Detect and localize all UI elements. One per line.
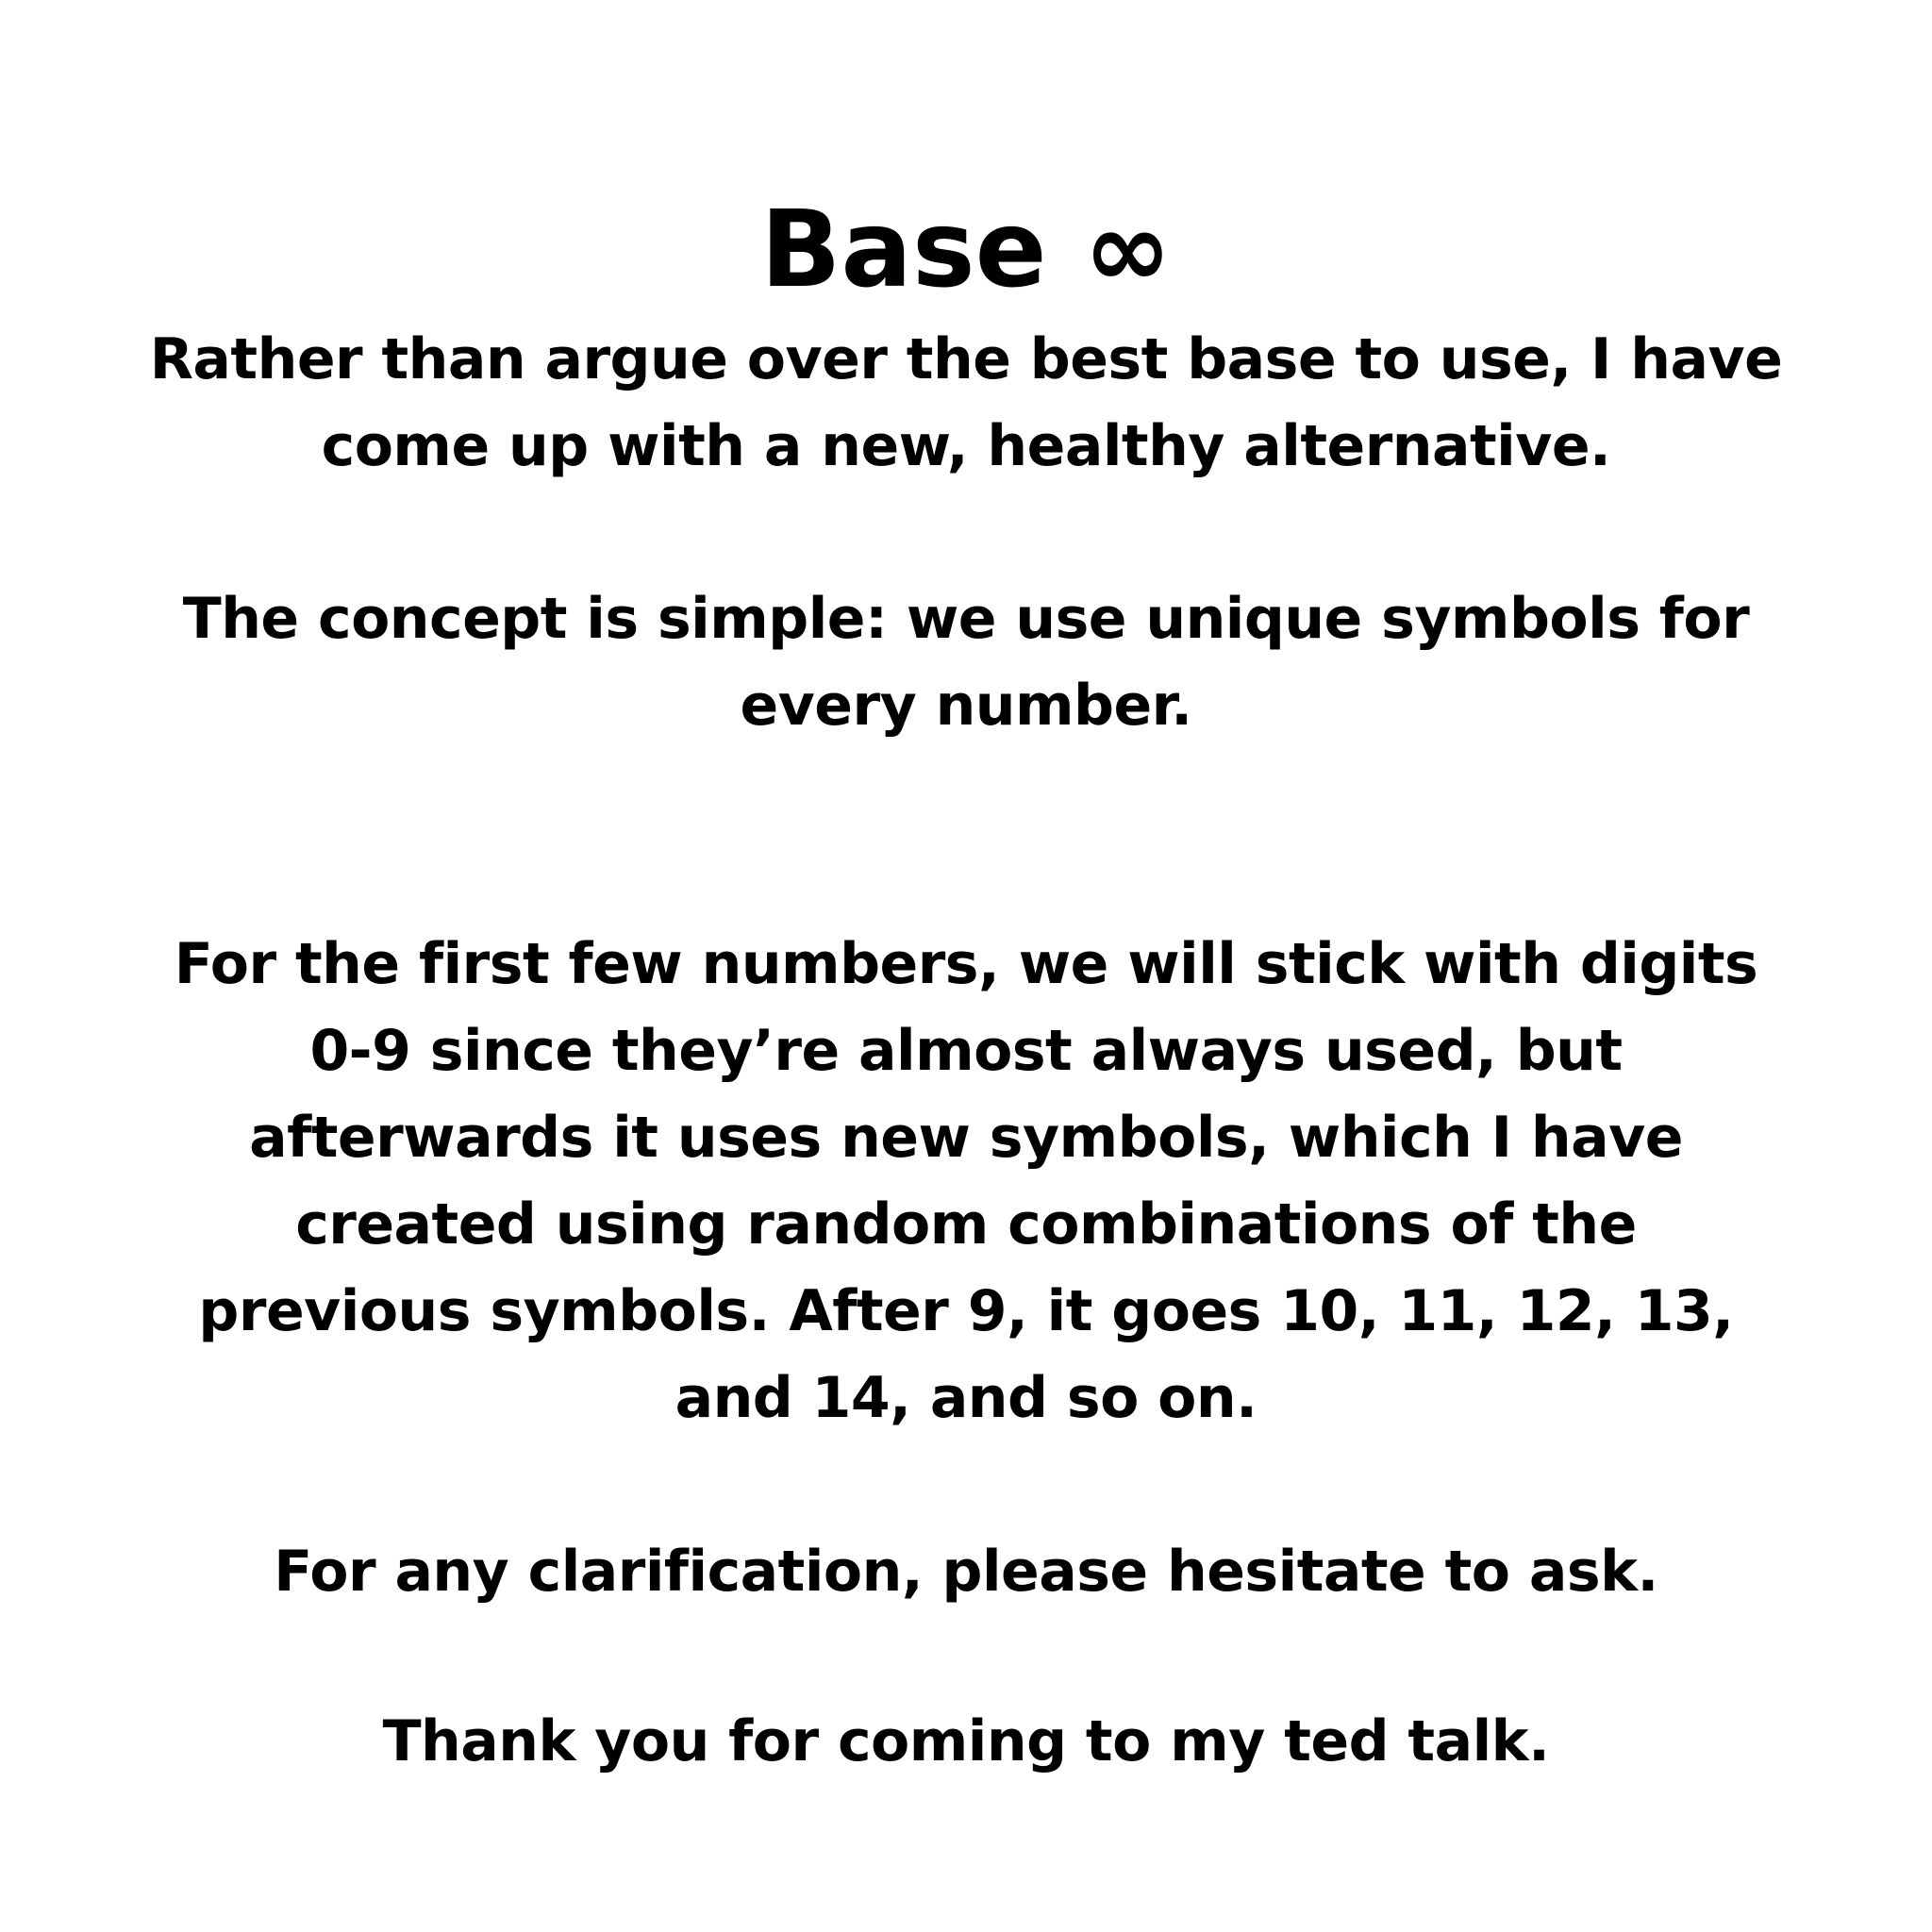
paragraph-line: and 14, and so on. [675,1365,1257,1431]
paragraph-line: For any clarification, please hesitate to ask. [274,1539,1658,1605]
paragraph-line: afterwards it uses new symbols, which I have [249,1105,1683,1171]
paragraph-line: every number. [740,673,1192,739]
paragraph-line: For the first few numbers, we will stick with digits [174,931,1758,997]
paragraph-closing [0,1698,1932,1785]
paragraph-line: 0-9 since they’re almost always used, but [309,1018,1623,1084]
paragraph-line: Rather than argue over the best base to use, I have [149,326,1783,392]
paragraph-details [0,921,1932,1441]
paragraph-line: Thank you for coming to my ted talk. [382,1708,1550,1774]
paragraph-intro [0,316,1932,490]
paragraph-line: come up with a new, healthy alternative. [321,413,1611,479]
paragraph-line: The concept is simple: we use unique symbols for [182,586,1750,652]
paragraph-concept [0,575,1932,749]
paragraph-line: created using random combinations of the [295,1191,1637,1257]
paragraph-line: previous symbols. After 9, it goes 10, 11, 12, 13, [198,1278,1734,1344]
paragraph-clarification [0,1528,1932,1615]
page-title: Base ∞ [760,189,1172,311]
